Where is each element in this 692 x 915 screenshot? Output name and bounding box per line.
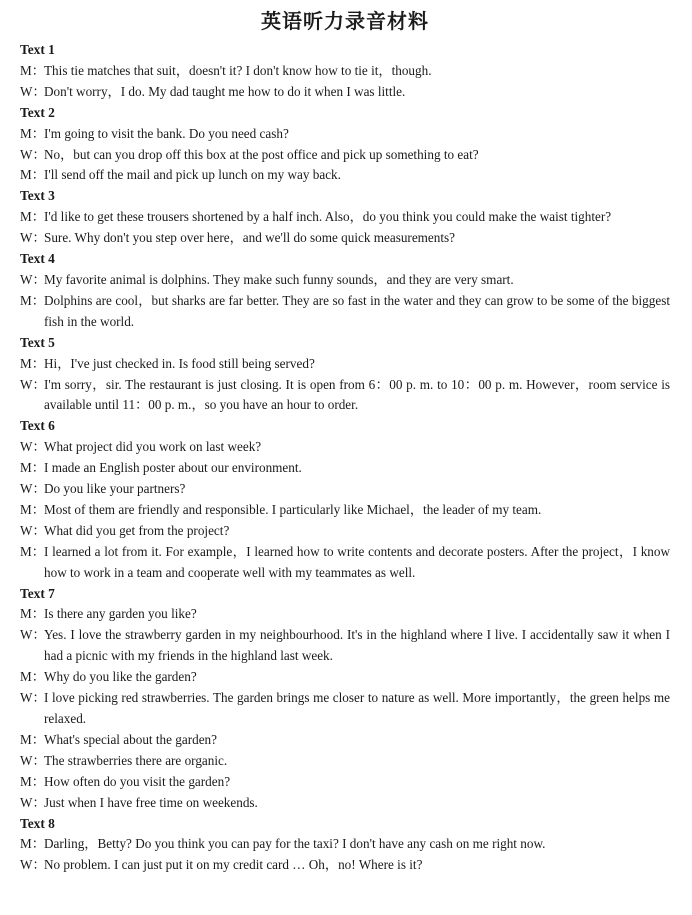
- dialogue-text: I'm going to visit the bank. Do you need cash?: [44, 125, 289, 141]
- speaker-label: W：: [20, 439, 46, 455]
- speaker-label: W：: [20, 522, 46, 538]
- dialogue-text: Don't worry，I do. My dad taught me how to do it when I was little.: [44, 83, 406, 99]
- dialogue-line: [20, 82, 670, 103]
- dialogue-line: [20, 521, 670, 542]
- dialogue-line: [20, 291, 670, 333]
- dialogue-line: [20, 479, 670, 500]
- speaker-label: W：: [20, 83, 46, 99]
- page-title: 英语听力录音材料: [261, 9, 429, 33]
- dialogue-line: [20, 145, 670, 166]
- speaker-label: W：: [20, 752, 46, 768]
- dialogue-line: [20, 500, 670, 521]
- dialogue-line: [20, 270, 670, 291]
- speaker-label: M：: [20, 292, 45, 308]
- dialogue-text: No problem. I can just put it on my credit card … Oh，no! Where is it?: [44, 857, 423, 873]
- dialogue-line: [20, 730, 670, 751]
- dialogue-line: [20, 375, 670, 417]
- text-heading: Text 1: [20, 42, 55, 57]
- dialogue-text: Yes. I love the strawberry garden in my neighbourhood. It's in the highland where I live. I accidentally saw it when I had a picnic with my friends in the highland last week.: [44, 627, 670, 664]
- text-heading: Text 6: [20, 418, 55, 434]
- dialogue-text: The strawberries there are organic.: [44, 752, 228, 768]
- speaker-label: M：: [20, 731, 45, 747]
- dialogue-line: [20, 228, 670, 249]
- dialogue-text: Dolphins are cool，but sharks are far better. They are so fast in the water and they can grow to be some of the biggest fish in the world.: [44, 292, 670, 329]
- transcript-body: [20, 40, 670, 876]
- text-heading: Text 2: [20, 104, 55, 120]
- dialogue-text: This tie matches that suit，doesn't it? I don't know how to tie it，though.: [44, 62, 432, 78]
- speaker-label: W：: [20, 627, 46, 643]
- dialogue-text: Just when I have free time on weekends.: [44, 794, 258, 810]
- dialogue-text: Hi，I've just checked in. Is food still being served?: [44, 355, 315, 371]
- speaker-label: M：: [20, 125, 45, 141]
- speaker-label: M：: [20, 355, 45, 371]
- speaker-label: M：: [20, 167, 45, 183]
- dialogue-line: [20, 855, 670, 876]
- speaker-label: M：: [20, 62, 45, 78]
- text-heading: Text 4: [20, 251, 55, 267]
- dialogue-text: Do you like your partners?: [44, 481, 186, 497]
- speaker-label: W：: [20, 376, 46, 392]
- dialogue-line: [20, 458, 670, 479]
- dialogue-text: How often do you visit the garden?: [44, 773, 231, 789]
- text-heading: Text 7: [20, 585, 55, 601]
- speaker-label: W：: [20, 271, 46, 287]
- speaker-label: M：: [20, 460, 45, 476]
- dialogue-text: I'll send off the mail and pick up lunch on my way back.: [44, 167, 341, 183]
- dialogue-line: [20, 604, 670, 625]
- speaker-label: M：: [20, 543, 45, 559]
- speaker-label: M：: [20, 501, 45, 517]
- dialogue-text: Darling，Betty? Do you think you can pay for the taxi? I don't have any cash on me right now.: [44, 836, 546, 852]
- dialogue-line: [20, 667, 670, 688]
- speaker-label: W：: [20, 146, 46, 162]
- speaker-label: W：: [20, 230, 46, 246]
- dialogue-line: [20, 61, 670, 82]
- dialogue-text: No，but can you drop off this box at the post office and pick up something to eat?: [44, 146, 479, 162]
- dialogue-line: [20, 542, 670, 584]
- speaker-label: W：: [20, 857, 46, 873]
- dialogue-text: What did you get from the project?: [44, 522, 230, 538]
- dialogue-text: Sure. Why don't you step over here，and we'll do some quick measurements?: [44, 230, 456, 246]
- dialogue-line: [20, 751, 670, 772]
- dialogue-line: [20, 793, 670, 814]
- dialogue-text: Most of them are friendly and responsible. I particularly like Michael，the leader of my team.: [44, 501, 542, 517]
- speaker-label: M：: [20, 773, 45, 789]
- dialogue-line: [20, 688, 670, 730]
- dialogue-text: Is there any garden you like?: [44, 606, 197, 622]
- text-heading: Text 3: [20, 188, 55, 204]
- speaker-label: M：: [20, 836, 45, 852]
- speaker-label: M：: [20, 669, 45, 685]
- dialogue-line: [20, 124, 670, 145]
- speaker-label: W：: [20, 794, 46, 810]
- text-heading: Text 5: [20, 334, 55, 350]
- dialogue-text: I'm sorry，sir. The restaurant is just closing. It is open from 6：00 p. m. to 10：00 p. m. However，room service is available until 11：00 p. m.，so you have an hour to order.: [44, 376, 670, 413]
- dialogue-text: My favorite animal is dolphins. They make such funny sounds，and they are very smart.: [44, 271, 514, 287]
- dialogue-line: [20, 354, 670, 375]
- speaker-label: W：: [20, 481, 46, 497]
- dialogue-text: I made an English poster about our environment.: [44, 460, 302, 476]
- dialogue-line: [20, 772, 670, 793]
- dialogue-text: What project did you work on last week?: [44, 439, 262, 455]
- speaker-label: M：: [20, 209, 45, 225]
- dialogue-line: [20, 625, 670, 667]
- dialogue-line: [20, 207, 670, 228]
- dialogue-text: I learned a lot from it. For example，I learned how to write contents and decorate posters. After the project，I know how to work in a team and cooperate well with my teammates as well.: [44, 543, 670, 580]
- text-heading: Text 8: [20, 815, 55, 831]
- dialogue-line: [20, 437, 670, 458]
- dialogue-text: I'd like to get these trousers shortened by a half inch. Also，do you think you could make the waist tighter?: [44, 209, 612, 225]
- dialogue-text: What's special about the garden?: [44, 731, 218, 747]
- dialogue-text: I love picking red strawberries. The garden brings me closer to nature as well. More importantly，the green helps me relaxed.: [44, 690, 670, 726]
- dialogue-line: [20, 834, 670, 855]
- dialogue-line: [20, 165, 670, 186]
- speaker-label: W：: [20, 690, 46, 706]
- dialogue-text: Why do you like the garden?: [44, 669, 197, 685]
- speaker-label: M：: [20, 606, 45, 622]
